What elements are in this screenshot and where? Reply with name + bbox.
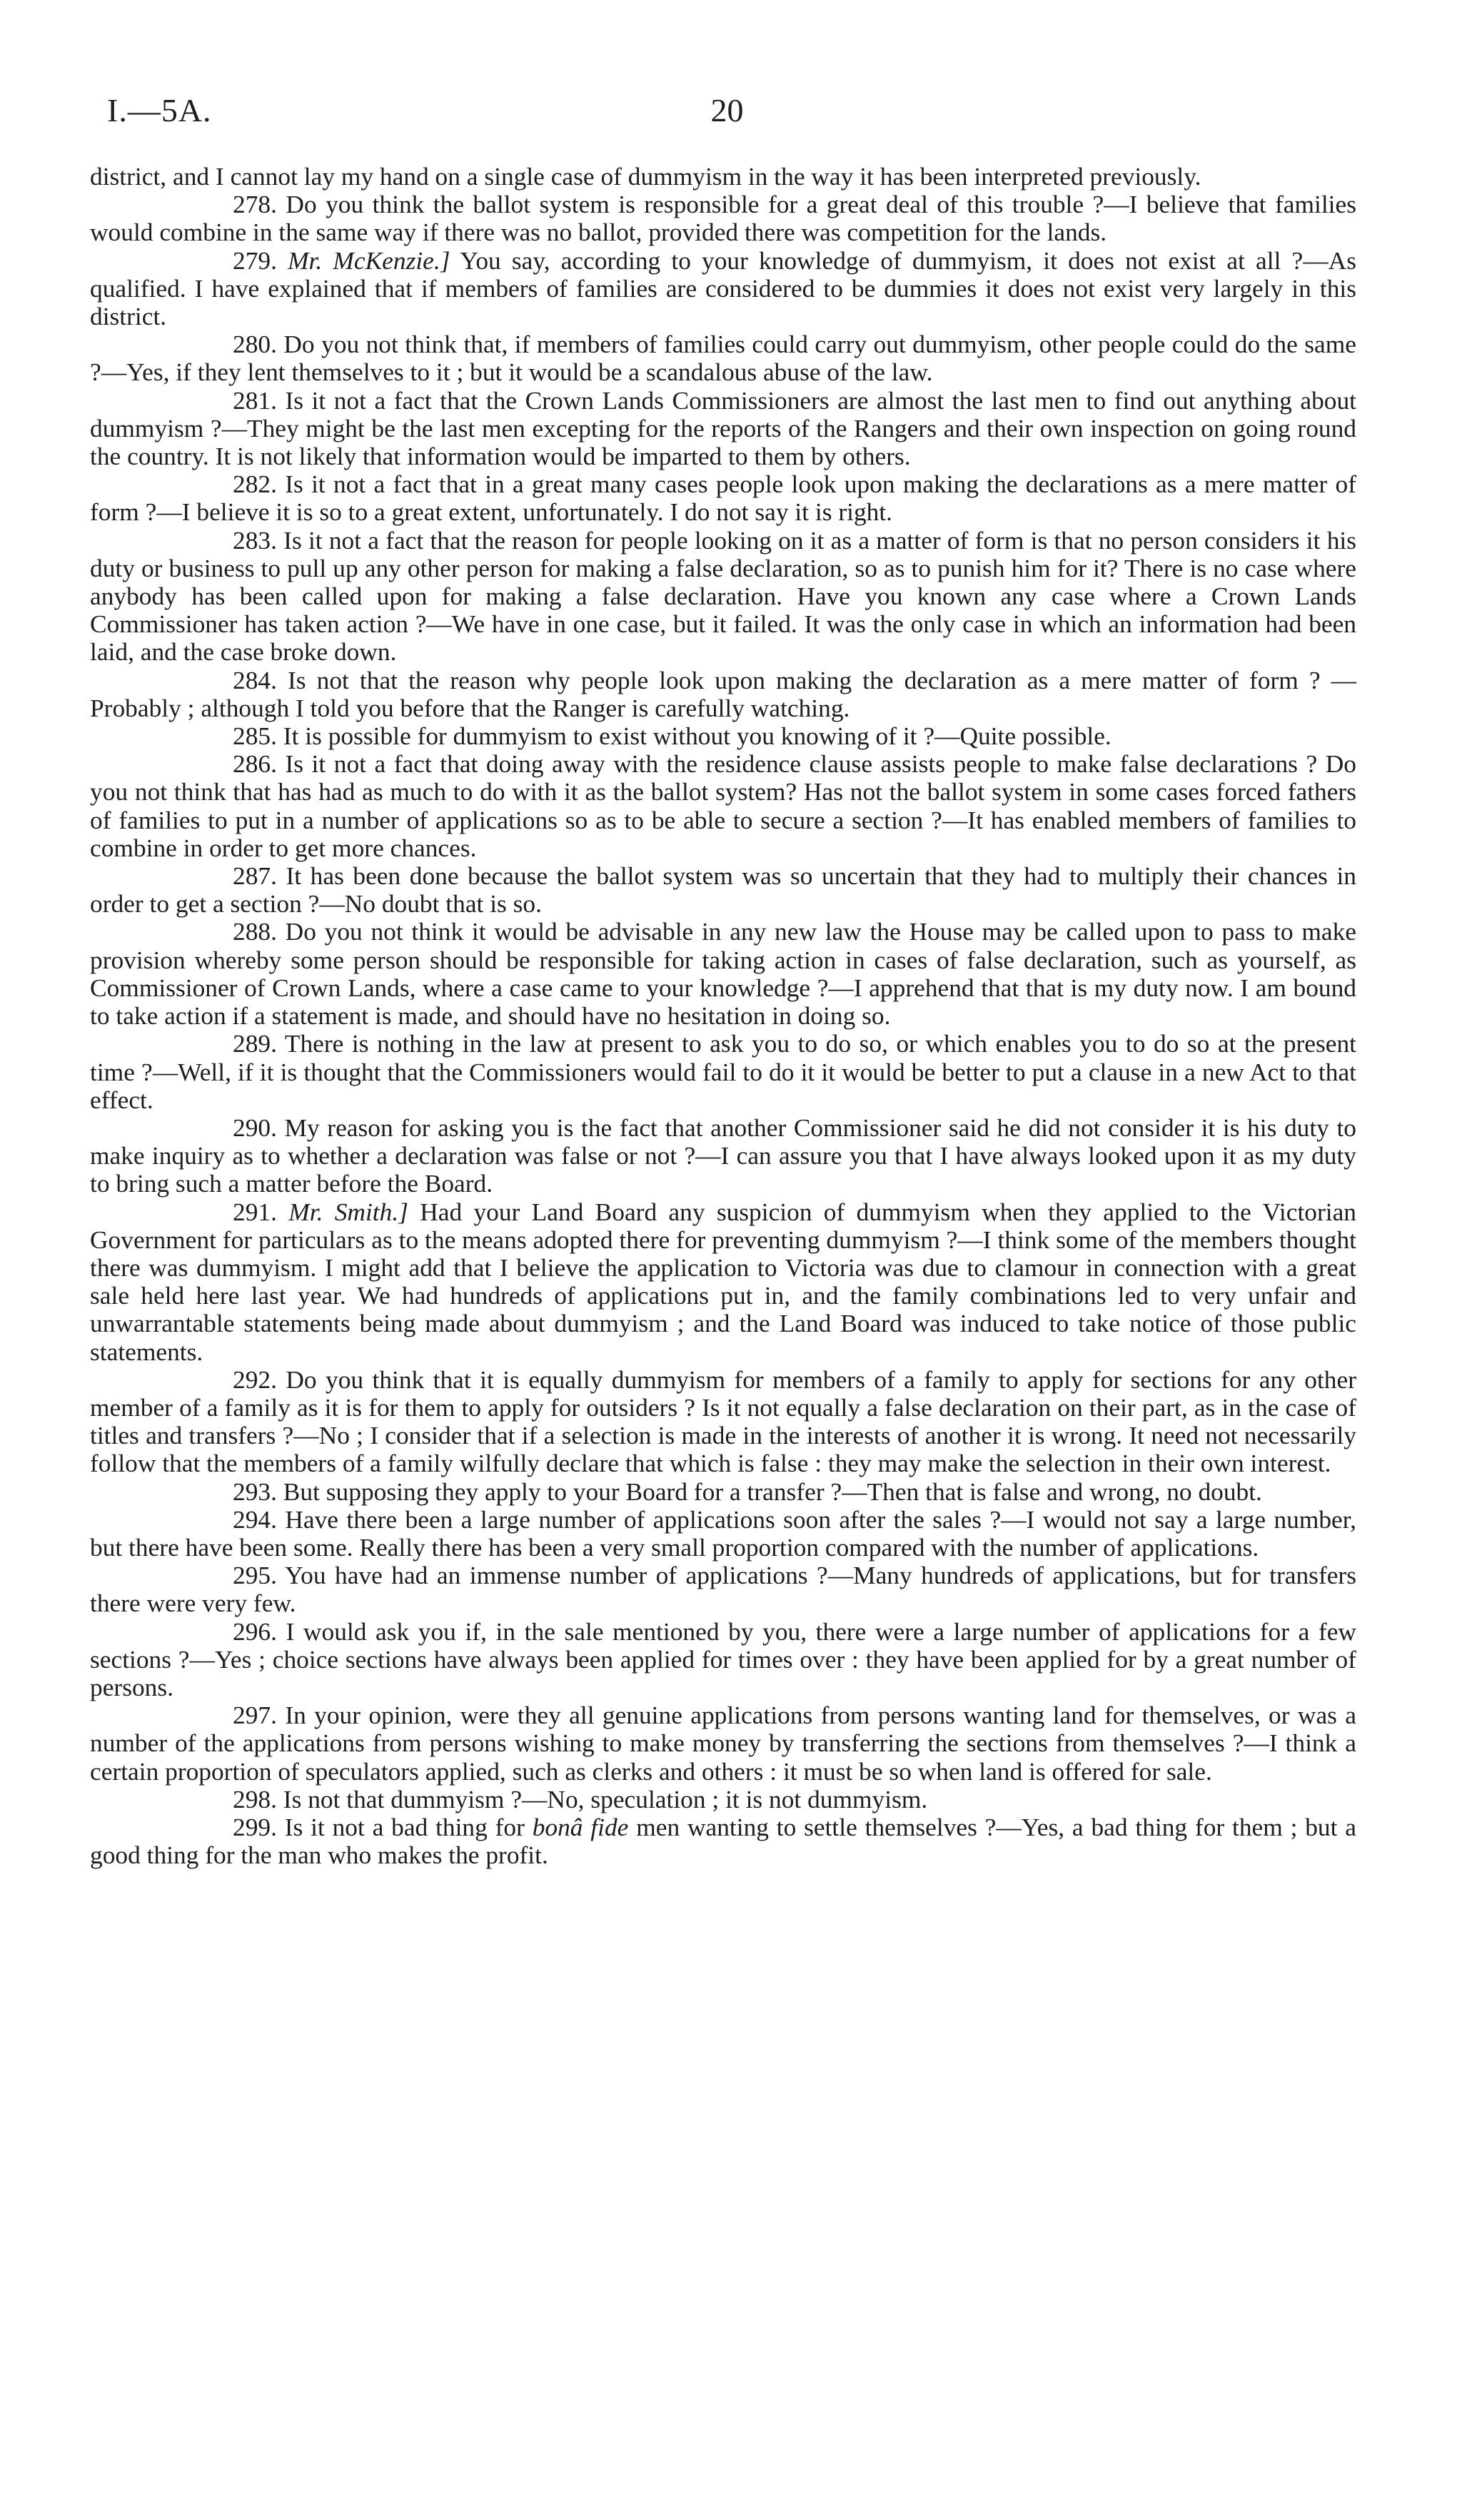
question-292: 292. Do you think that it is equally dummyism for members of a family to apply for sections for any other member of a family as it is for them to apply for outsiders ? Is it not equally a false declaration on their part, as in the case of titles and transfers ?—No ; I consider that if a selection is made in the interests of another it is wrong. It need not necessarily follow that the members of a family wilfully declare that which is false : they may make the selection in their own interest. xyxy=(90,1365,1356,1478)
question-293: 293. But supposing they apply to your Board for a transfer ?—Then that is false and wrong, no doubt. xyxy=(233,1477,1262,1506)
question-291: 291. Mr. Smith.] Had your Land Board any suspicion of dummyism when they applied to the Victorian Government for particulars as to the means adopted there for preventing dummyism ?—I think some of the members thought there was dummyism. I might add that I believe the application to Victoria was due to clamour in connection with a great sale held here last year. We had hundreds of applications put in, and the family combinations led to very unfair and unwarrantable statements being made about dummyism ; and the Land Board was induced to take notice of those public statements. xyxy=(90,1197,1356,1366)
page-header xyxy=(107,91,1347,137)
question-281: 281. Is it not a fact that the Crown Lands Commissioners are almost the last men to find out anything about dummyism ?—They might be the last men excepting for the reports of the Rangers and their own inspection on going round the country. It is not likely that information would be imparted to them by others. xyxy=(90,385,1356,471)
question-288: 288. Do you not think it would be advisable in any new law the House may be called upon to pass to make provision whereby some person should be responsible for taking action in cases of false declaration, such as yourself, as Commissioner of Crown Lands, where a case came to your knowledge ?—I apprehend that that is my duty now. I am bound to take action if a statement is made, and should have no hesitation in doing so. xyxy=(90,917,1356,1031)
question-279: 279. Mr. McKenzie.] You say, according to your knowledge of dummyism, it does not exist at all ?—As qualified. I have explained that if members of families are considered to be dummies it does not exist very largely in this district. xyxy=(90,246,1356,331)
question-282: 282. Is it not a fact that in a great many cases people look upon making the declarations as a mere matter of form ?—I believe it is so to a great extent, unfortunately. I do not say it is right. xyxy=(90,470,1356,527)
page-number: 20 xyxy=(710,92,744,128)
question-297: 297. In your opinion, were they all genuine applications from persons wanting land for themselves, or was a number of the applications from persons wishing to make money by transferring the sections from themselves ?—I think a certain proportion of speculators applied, such as clerks and others : it must be so when land is offered for sale. xyxy=(90,1701,1357,1786)
question-280: 280. Do you not think that, if members of families could carry out dummyism, other people could do the same ?—Yes, if they lent themselves to it ; but it would be a scandalous abuse of the law. xyxy=(90,330,1356,387)
question-289: 289. There is nothing in the law at present to ask you to do so, or which enables you to do so at the present time ?—Well, if it is thought that the Commissioners would fail to do it it would be better to put a clause in a new Act to that effect. xyxy=(90,1029,1356,1114)
question-284: 284. Is not that the reason why people look upon making the declaration as a mere matter of form ? —Probably ; although I told you before that the Ranger is carefully watching. xyxy=(90,665,1356,722)
question-283: 283. Is it not a fact that the reason for people looking on it as a matter of form is that no person considers it his duty or business to pull up any other person for making a false declaration, so as to punish him for it? There is no case where anybody has been called upon for making a false declaration. Have you known any case where a Crown Lands Commissioner has taken action ?—We have in one case, but it failed. It was the only case in which an information had been laid, and the case broke down. xyxy=(90,525,1356,667)
question-278: 278. Do you think the ballot system is responsible for a great deal of this trouble ?—I believe that families would combine in the same way if there was no ballot, provided there was competition for the lands. xyxy=(90,190,1356,247)
paragraph-continuation: district, and I cannot lay my hand on a single case of dummyism in the way it has been interpreted previously. xyxy=(90,162,1201,191)
question-286: 286. Is it not a fact that doing away with the residence clause assists people to make false declarations ? Do you not think that has had as much to do with it as the ballot system? Has not the ballot system in some cases forced fathers of families to put in a number of applications so as to be able to secure a section ?—It has enabled members of families to combine in order to get more chances. xyxy=(90,749,1356,862)
question-287: 287. It has been done because the ballot system was so uncertain that they had to multiply their chances in order to get a section ?—No doubt that is so. xyxy=(90,861,1357,919)
question-298: 298. Is not that dummyism ?—No, speculation ; it is not dummyism. xyxy=(233,1784,928,1813)
question-295: 295. You have had an immense number of applications ?—Many hundreds of applications, but for transfers there were very few. xyxy=(90,1561,1356,1618)
question-299: 299. Is it not a bad thing for bonâ fide men wanting to settle themselves ?—Yes, a bad thing for them ; but a good thing for the man who makes the profit. xyxy=(90,1812,1356,1870)
document-reference: I.—5A. xyxy=(107,92,212,128)
evidence-text xyxy=(90,163,1356,1869)
question-294: 294. Have there been a large number of applications soon after the sales ?—I would not say a large number, but there have been some. Really there has been a very small proportion compared with the number of applications. xyxy=(90,1504,1356,1562)
question-296: 296. I would ask you if, in the sale mentioned by you, there were a large number of applications for a few sections ?—Yes ; choice sections have always been applied for times over : they have been applied for by a great number of persons. xyxy=(90,1616,1356,1701)
question-290: 290. My reason for asking you is the fact that another Commissioner said he did not consider it is his duty to make inquiry as to whether a declaration was false or not ?—I can assure you that I have always looked upon it as my duty to bring such a matter before the Board. xyxy=(90,1113,1356,1198)
question-285: 285. It is possible for dummyism to exist without you knowing of it ?—Quite possible. xyxy=(233,722,1111,751)
